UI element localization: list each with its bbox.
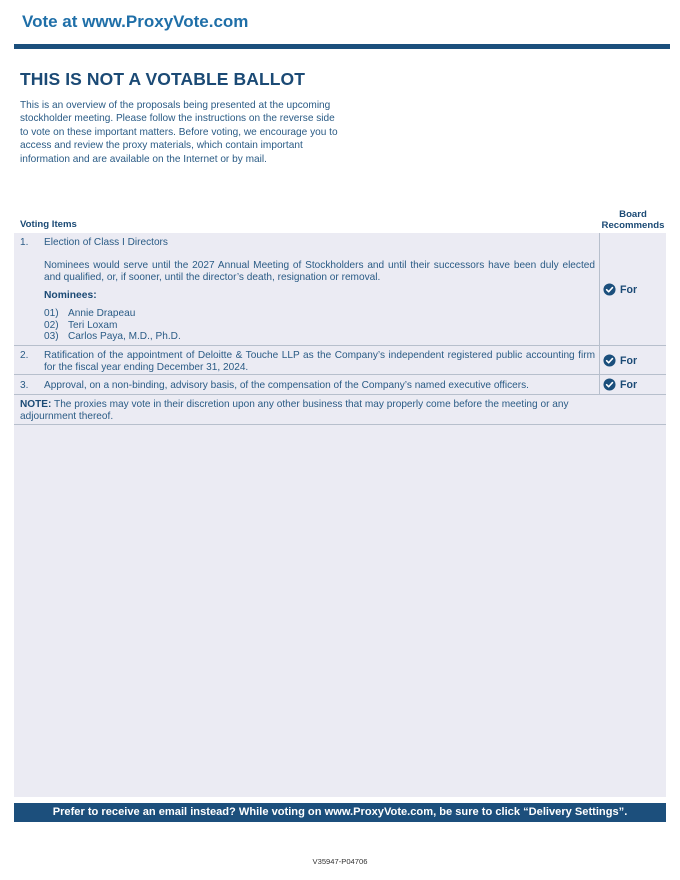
recommendation-label: For bbox=[620, 283, 638, 296]
check-circle-icon bbox=[603, 378, 616, 391]
page-title: THIS IS NOT A VOTABLE BALLOT bbox=[20, 69, 306, 89]
note-label: NOTE: bbox=[20, 399, 52, 410]
item-3-recommendation bbox=[603, 378, 637, 391]
nominees-label: Nominees: bbox=[44, 290, 97, 301]
item-2-recommendation bbox=[603, 354, 637, 367]
header-rule bbox=[14, 44, 670, 49]
nominee-item bbox=[44, 308, 181, 320]
nominee-number: 01) bbox=[44, 308, 59, 319]
recommendation-label: For bbox=[620, 378, 638, 391]
nominee-item bbox=[44, 320, 181, 332]
board-recommends-header bbox=[598, 209, 668, 231]
row-divider bbox=[14, 424, 666, 425]
board-recommends-line2: Recommends bbox=[601, 220, 665, 231]
nominee-list bbox=[44, 308, 181, 343]
item-1-description: Nominees would serve until the 2027 Annual Meeting of Stockholders and until their successors have been duly elected and qualified, or, if sooner, until the director’s death, resignation or removal. bbox=[44, 260, 595, 283]
recommendation-column-divider bbox=[599, 233, 600, 345]
item-3-title: Approval, on a non-binding, advisory basis, of the compensation of the Company’s named executive officers. bbox=[44, 380, 529, 391]
proxyvote-link[interactable]: Vote at www.ProxyVote.com bbox=[22, 12, 249, 31]
board-recommends-line1: Board bbox=[619, 209, 647, 220]
nominee-name: Annie Drapeau bbox=[68, 308, 136, 319]
item-2-title: Ratification of the appointment of Deloitte & Touche LLP as the Company’s independent registered public accounting firm for the fiscal year ending December 31, 2024. bbox=[44, 350, 595, 373]
note-body: The proxies may vote in their discretion upon any other business that may properly come before the meeting or any adjournment thereof. bbox=[20, 399, 569, 422]
nominee-number: 03) bbox=[44, 331, 59, 342]
check-circle-icon bbox=[603, 283, 616, 296]
row-divider bbox=[14, 394, 666, 395]
nominee-number: 02) bbox=[44, 319, 59, 331]
item-1-number: 1. bbox=[20, 237, 29, 248]
voting-items-header: Voting Items bbox=[20, 219, 77, 230]
recommendation-column-divider bbox=[599, 345, 600, 374]
item-1-recommendation bbox=[603, 283, 637, 296]
nominee-name: Carlos Paya, M.D., Ph.D. bbox=[68, 331, 181, 342]
email-delivery-banner: Prefer to receive an email instead? While voting on www.ProxyVote.com, be sure to click “Delivery Settings”. bbox=[14, 803, 666, 822]
item-3-number: 3. bbox=[20, 380, 29, 391]
note-text bbox=[20, 399, 610, 422]
recommendation-label: For bbox=[620, 354, 638, 367]
nominee-item bbox=[44, 331, 181, 343]
recommendation-column-divider bbox=[599, 374, 600, 394]
item-1-title: Election of Class I Directors bbox=[44, 237, 168, 248]
item-2-number: 2. bbox=[20, 350, 29, 361]
document-code: V35947-P04706 bbox=[312, 857, 368, 866]
row-divider bbox=[14, 374, 666, 375]
check-circle-icon bbox=[603, 354, 616, 367]
intro-paragraph: This is an overview of the proposals being presented at the upcoming stockholder meeting. Please follow the instructions on the reverse side to vote on these important matters. Before voting, we encourage you to access and review the proxy materials, which contain important information and are available on the Internet or by mail. bbox=[20, 100, 338, 165]
nominee-name: Teri Loxam bbox=[68, 319, 118, 331]
row-divider bbox=[14, 345, 666, 346]
